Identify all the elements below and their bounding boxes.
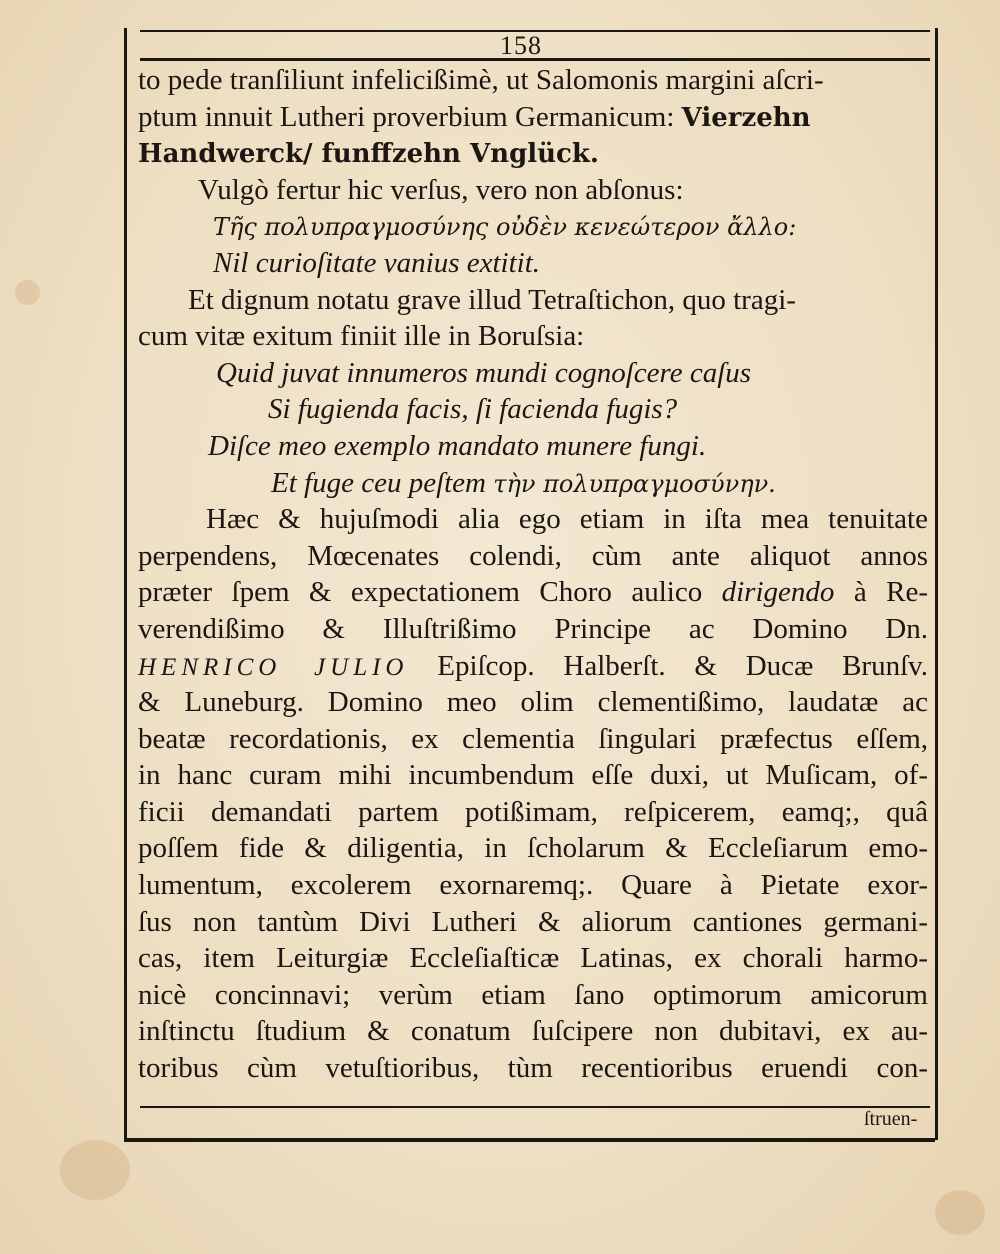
- text-span: nicè concinnavi; verùm etiam ſano optimorum amicorum: [138, 978, 928, 1011]
- text-line: [138, 940, 928, 977]
- text-span: beatæ recordationis, ex clementia ſingulari præfectus eſſem,: [138, 722, 928, 755]
- bottom-rule: [124, 1138, 935, 1142]
- text-line: [138, 867, 928, 904]
- text-line: [138, 794, 928, 831]
- text-line: [138, 391, 928, 428]
- text-line: [138, 538, 928, 575]
- text-span: Et dignum notatu grave illud Tetraſtichon, quo tragi-: [188, 283, 796, 316]
- footer-rule: [140, 1106, 930, 1108]
- text-span: inſtinctu ſtudium & conatum ſuſcipere non dubitavi, ex au-: [138, 1015, 928, 1048]
- text-span: Quid juvat innumeros mundi cognoſcere caſus: [216, 356, 752, 389]
- text-line: [138, 830, 928, 867]
- text-line: [138, 574, 928, 611]
- text-line: [138, 1050, 928, 1087]
- text-line: [138, 465, 928, 502]
- foxing-stain: [60, 1140, 130, 1200]
- foxing-stain: [15, 280, 40, 305]
- text-line: [138, 172, 928, 209]
- text-line: [138, 245, 928, 282]
- text-span: toribus cùm vetuſtioribus, tùm recentioribus eruendi con-: [138, 1052, 928, 1085]
- text-line: [138, 135, 928, 172]
- text-span: poſſem fide & diligentia, in ſcholarum & Eccleſiarum emo-: [138, 832, 928, 865]
- text-span: dirigendo: [721, 576, 835, 609]
- text-span: Diſce meo exemplo mandato munere fungi.: [208, 429, 707, 462]
- text-span: perpendens, Mœcenates colendi, cùm ante aliquot annos: [138, 539, 928, 572]
- text-span: verendißimo & Illuſtrißimo Principe ac Domino Dn.: [138, 612, 928, 645]
- foxing-stain: [935, 1190, 985, 1235]
- text-span: in hanc curam mihi incumbendum eſſe duxi, ut Muſicam, of-: [138, 759, 928, 792]
- text-line: [138, 355, 928, 392]
- text-span: Τῆς πολυπραγμοσύνης οὐδὲν κενεώτερον ἄλλο:: [213, 213, 797, 242]
- text-span: cum vitæ exitum finiit ille in Boruſsia:: [138, 320, 585, 353]
- text-span: Handwerck/ funffzehn Vnglück.: [138, 139, 599, 170]
- text-line: [138, 757, 928, 794]
- page-number: 158: [500, 31, 542, 60]
- catchword: ſtruen-: [864, 1108, 918, 1130]
- text-span: ptum innuit Lutheri proverbium Germanicum:: [138, 100, 682, 133]
- text-span: lumentum, excolerem exornaremq;. Quare à Pietate exor-: [138, 869, 928, 902]
- text-span: & Luneburg. Domino meo olim clementißimo, laudatæ ac: [138, 686, 928, 719]
- text-span: cas, item Leiturgiæ Eccleſiaſticæ Latinas, ex chorali harmo-: [138, 942, 928, 975]
- text-span: to pede tranſiliunt infelicißimè, ut Salomonis margini aſcri-: [138, 64, 824, 96]
- text-line: [138, 318, 928, 355]
- text-line: [138, 977, 928, 1014]
- text-line: [138, 904, 928, 941]
- text-span: Vierzehn: [681, 102, 811, 133]
- text-span: ficii demandati partem potißimam, reſpicerem, eamq;, quâ: [138, 795, 928, 828]
- text-span: Si fugienda facis, ſi facienda fugis?: [268, 393, 678, 426]
- text-span: Nil curioſitate vanius extitit.: [213, 246, 541, 279]
- text-line: [138, 611, 928, 648]
- text-line: [138, 1013, 928, 1050]
- text-line: [138, 62, 928, 99]
- text-line: [138, 99, 928, 136]
- text-span: τὴν πολυπραγμοσύνην.: [493, 469, 776, 498]
- text-line: [138, 208, 928, 245]
- text-span: præter ſpem & expectationem Choro aulico: [138, 576, 722, 609]
- text-span: à Re-: [834, 576, 928, 609]
- text-line: [138, 282, 928, 319]
- text-span: Vulgò fertur hic verſus, vero non abſonus:: [198, 173, 684, 206]
- text-span: Et fuge ceu peſtem: [271, 466, 494, 499]
- text-line: [138, 684, 928, 721]
- text-span: Epiſcop. Halberſt. & Ducæ Brunſv.: [408, 649, 928, 682]
- body-text: [138, 62, 928, 1087]
- text-span: HENRICO JULIO: [138, 653, 409, 681]
- text-line: [138, 648, 928, 685]
- text-line: [138, 721, 928, 758]
- text-line: [138, 501, 928, 538]
- text-line: [138, 428, 928, 465]
- text-span: Hæc & hujuſmodi alia ego etiam in iſta mea tenuitate: [206, 503, 928, 536]
- text-span: ſus non tantùm Divi Lutheri & aliorum cantiones germani-: [138, 905, 928, 938]
